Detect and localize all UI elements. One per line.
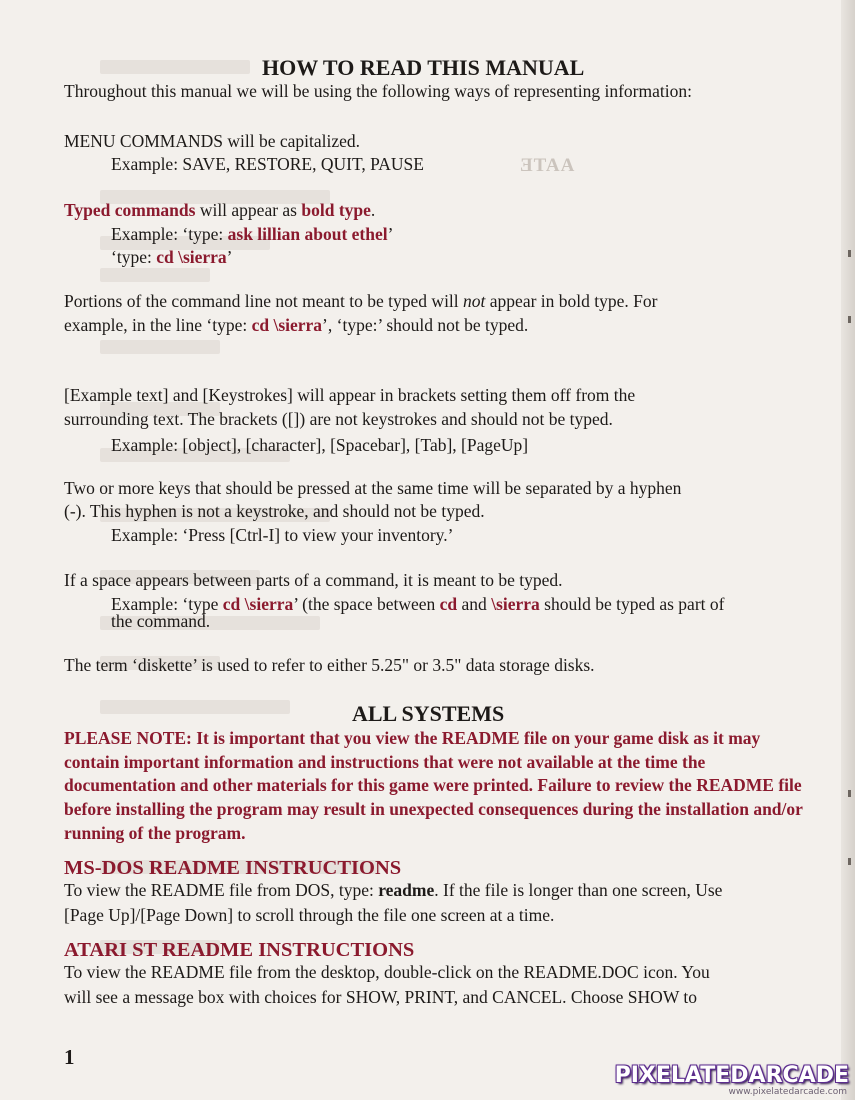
portions-text: example, in the line ‘type: <box>64 315 252 335</box>
page-title: HOW TO READ THIS MANUAL <box>262 55 585 80</box>
watermark-logo: PIXELATEDARCADE <box>614 1063 849 1088</box>
typed-command: cd <box>439 594 458 614</box>
hyphen-line-1: Two or more keys that should be pressed at the same time will be separated by a hyphen <box>64 478 682 498</box>
bold-type-term: bold type <box>301 200 371 220</box>
intro-text: Throughout this manual we will be using the following ways of representing information: <box>64 81 692 101</box>
space-line-1: If a space appears between parts of a command, it is meant to be typed. <box>64 570 563 590</box>
hyphen-line-2: (-). This hyphen is not a keystroke, and should not be typed. <box>64 501 485 521</box>
readme-notice: PLEASE NOTE: It is important that you view the README file on your game disk as it may contain important information and instructions that were not available at the time the documentation and other materials for this game were printed. Failure to review the README file before installing the program may result in unexpected consequences during the installation and/or running of the program. <box>64 728 803 843</box>
typed-command: ask lillian about ethel <box>227 224 388 244</box>
atari-heading: ATARI ST README INSTRUCTIONS <box>64 939 415 961</box>
typed-command: cd \sierra <box>251 315 323 335</box>
example-prefix: ‘type: <box>111 247 157 267</box>
example-suffix: ’ <box>387 224 394 244</box>
typed-command: cd \sierra <box>156 247 227 267</box>
portions-text: ’, ‘type:’ should not be typed. <box>322 315 529 335</box>
typed-commands-term: Typed commands <box>64 200 196 220</box>
example-suffix: ’ <box>226 247 233 267</box>
atari-line-2: will see a message box with choices for SHOW, PRINT, and CANCEL. Choose SHOW to <box>64 987 698 1007</box>
example-text: ’ (the space between <box>293 594 440 614</box>
msdos-heading: MS-DOS README INSTRUCTIONS <box>64 857 402 879</box>
example-text: should be typed as part of <box>539 594 725 614</box>
portions-line-1 <box>64 290 657 312</box>
brackets-line-1: [Example text] and [Keystrokes] will appear in brackets setting them off from the <box>64 385 636 405</box>
menu-commands-example: Example: SAVE, RESTORE, QUIT, PAUSE <box>111 154 424 174</box>
period: . <box>370 200 376 220</box>
page-edge <box>841 0 855 1100</box>
typed-command: \sierra <box>491 594 540 614</box>
margin-mark <box>848 250 851 257</box>
example-prefix: Example: ‘type: <box>111 224 228 244</box>
msdos-text: . If the file is longer than one screen, Use <box>434 880 723 900</box>
margin-mark <box>848 316 851 323</box>
portions-line-2 <box>64 314 528 336</box>
portions-text: appear in bold type. For <box>485 291 658 311</box>
msdos-text: To view the README file from DOS, type: <box>64 880 379 900</box>
example-prefix: Example: ‘type <box>111 594 223 614</box>
portions-text: Portions of the command line not meant to be typed will <box>64 291 464 311</box>
ghost-bar <box>100 268 210 282</box>
margin-mark <box>848 790 851 797</box>
brackets-line-2: surrounding text. The brackets ([]) are not keystrokes and should not be typed. <box>64 409 613 429</box>
typed-commands-text: will appear as <box>195 200 302 220</box>
space-example-line-2: the command. <box>111 611 211 631</box>
ghost-bar <box>100 340 220 354</box>
hyphen-example: Example: ‘Press [Ctrl-I] to view your inventory.’ <box>111 525 454 545</box>
ghost-bar <box>100 60 250 74</box>
atari-line-1: To view the README file from the desktop, double-click on the README.DOC icon. You <box>64 962 710 982</box>
watermark-url: www.pixelatedarcade.com <box>728 1087 847 1097</box>
brackets-example: Example: [object], [character], [Spacebar], [Tab], [PageUp] <box>111 435 529 455</box>
typed-commands-line <box>64 199 375 221</box>
emphasis-not: not <box>463 291 486 311</box>
msdos-line-2: [Page Up]/[Page Down] to scroll through the file one screen at a time. <box>64 905 555 925</box>
example-text: and <box>457 594 492 614</box>
menu-commands-line: MENU COMMANDS will be capitalized. <box>64 131 361 151</box>
typed-command: readme <box>378 880 435 900</box>
msdos-line-1 <box>64 879 722 901</box>
typed-commands-example-2 <box>111 246 233 268</box>
typed-commands-example-1 <box>111 223 393 245</box>
all-systems-heading: ALL SYSTEMS <box>352 701 505 726</box>
typed-command: cd \sierra <box>222 594 294 614</box>
ghost-bar <box>100 700 290 714</box>
diskette-note: The term ‘diskette’ is used to refer to either 5.25" or 3.5" data storage disks. <box>64 655 595 675</box>
margin-mark <box>848 858 851 865</box>
page-number: 1 <box>64 1045 75 1069</box>
ghost-heading: ƎTAA <box>520 155 576 176</box>
